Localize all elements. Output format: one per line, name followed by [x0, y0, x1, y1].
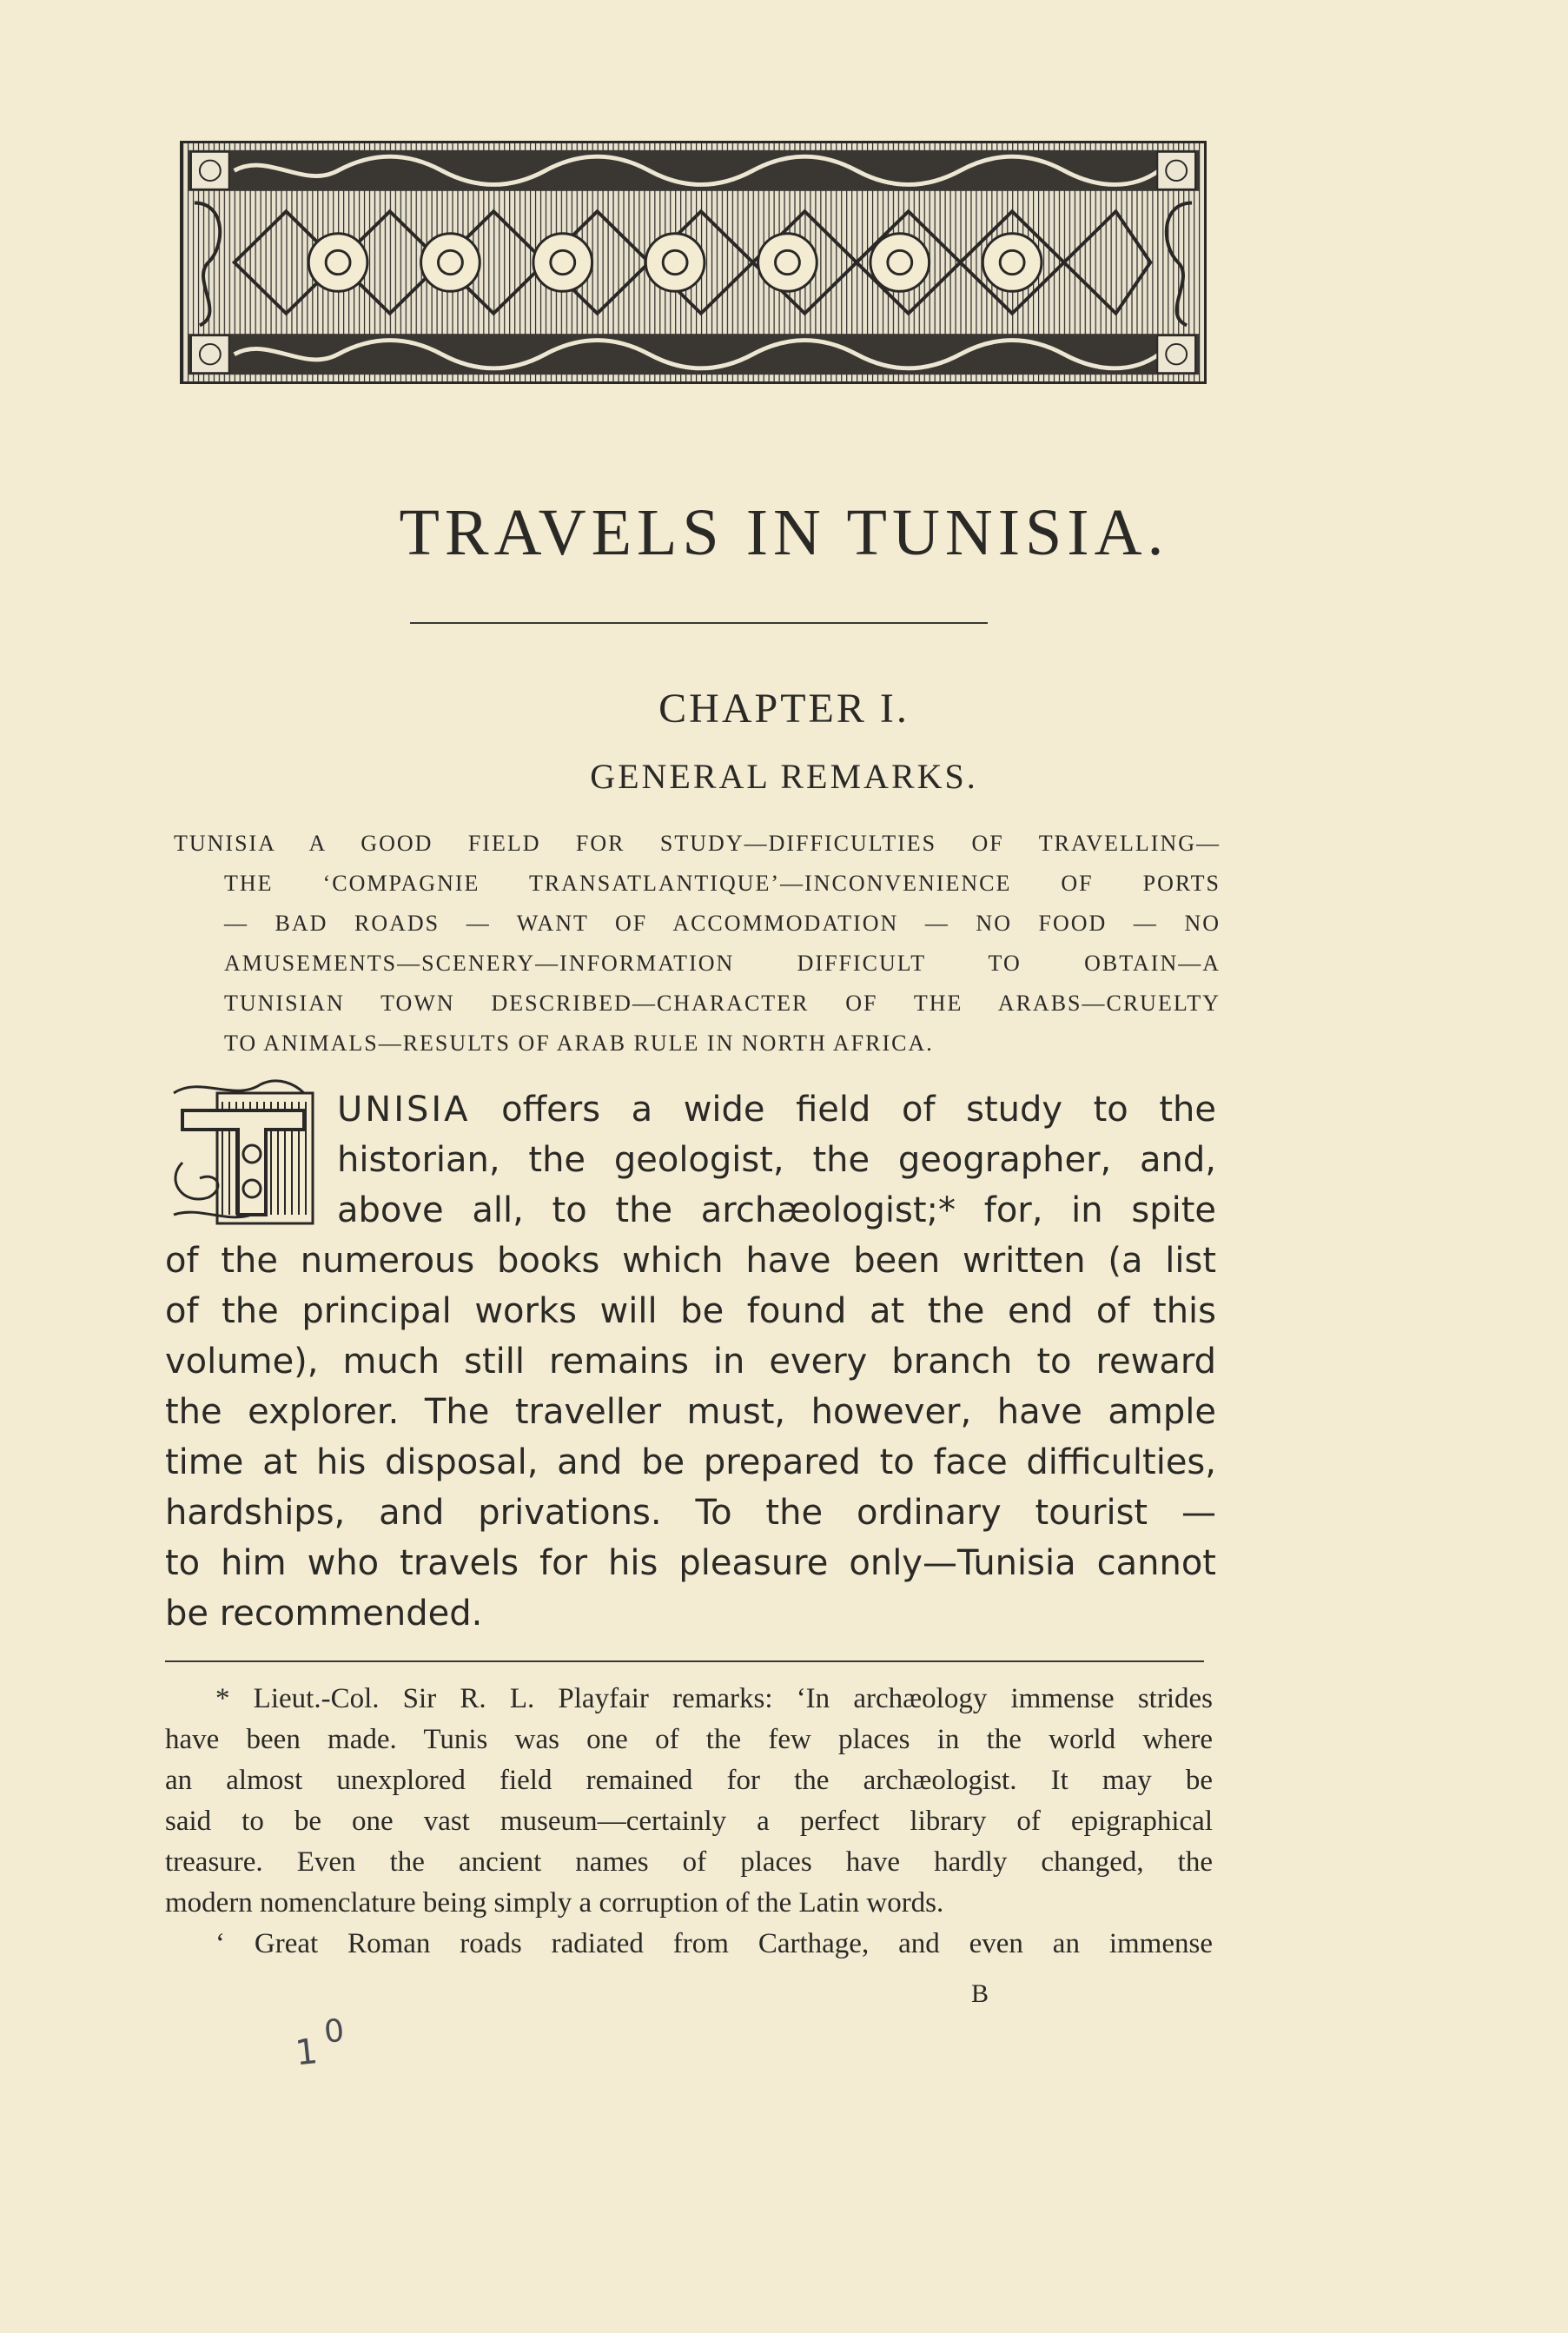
footnote [165, 1679, 1213, 1965]
signature-mark: B [971, 1979, 989, 2008]
body-line: the explorer. The traveller must, however, have ample [165, 1392, 1216, 1432]
chapter-number: CHAPTER I. [658, 686, 910, 732]
footnote-rule [165, 1660, 1204, 1662]
book-title: TRAVELS IN TUNISIA. [399, 496, 1169, 569]
body-line: hardships, and privations. To the ordinary tourist — [165, 1493, 1216, 1533]
body-line-rest: offers a wide field of study to the [470, 1090, 1216, 1130]
footnote-line: modern nomenclature being simply a corruption of the Latin words. [165, 1887, 944, 1919]
body-line: of the numerous books which have been written (a list [165, 1241, 1216, 1281]
body-line: time at his disposal, and be prepared to face difficulties, [165, 1442, 1216, 1482]
pencil-superscript: 0 [322, 2012, 347, 2051]
body-line: volume), much still remains in every branch to reward [165, 1342, 1216, 1382]
pencil-annotation [293, 2012, 347, 2074]
body-line: of the principal works will be found at the end of this [165, 1291, 1216, 1331]
ornamental-headpiece [180, 141, 1207, 384]
footnote-line: * Lieut.-Col. Sir R. L. Playfair remarks: ‘In archæology immense strides [215, 1683, 1213, 1714]
summary-line: TO ANIMALS—RESULTS OF ARAB RULE IN NORTH AFRICA. [224, 1031, 934, 1056]
summary-line: — BAD ROADS — WANT OF ACCOMMODATION — NO FOOD — NO [224, 911, 1221, 936]
body-paragraph [165, 1084, 1216, 1639]
lead-caps: UNISIA [337, 1090, 471, 1130]
chapter-summary [174, 824, 1221, 1064]
footnote-line: an almost unexplored field remained for the archæologist. It may be [165, 1765, 1213, 1796]
chapter-title: GENERAL REMARKS. [590, 757, 978, 796]
footnote-line: ‘ Great Roman roads radiated from Carthage, and even an immense [215, 1928, 1213, 1959]
body-line: historian, the geologist, the geographer, and, [337, 1140, 1216, 1180]
body-line: above all, to the archæologist;* for, in spite [337, 1190, 1216, 1230]
ornament-graphic [182, 143, 1204, 381]
summary-line: TUNISIAN TOWN DESCRIBED—CHARACTER OF THE ARABS—CRUELTY [224, 991, 1221, 1016]
summary-line: THE ‘COMPAGNIE TRANSATLANTIQUE’—INCONVENIENCE OF PORTS [224, 871, 1221, 896]
footnote-line: treasure. Even the ancient names of places have hardly changed, the [165, 1846, 1213, 1878]
summary-line: TUNISIA A GOOD FIELD FOR STUDY—DIFFICULTIES OF TRAVELLING— [174, 831, 1221, 856]
footnote-line: have been made. Tunis was one of the few places in the world where [165, 1724, 1213, 1755]
body-line: to him who travels for his pleasure only—Tunisia cannot [165, 1543, 1216, 1583]
title-rule [410, 622, 988, 624]
summary-line: AMUSEMENTS—SCENERY—INFORMATION DIFFICULT TO OBTAIN—A [224, 951, 1221, 976]
body-line [165, 1084, 1216, 1135]
footnote-line: said to be one vast museum—certainly a perfect library of epigraphical [165, 1806, 1213, 1837]
body-line: be recommended. [165, 1594, 483, 1634]
pencil-digit: 1 [293, 2031, 320, 2074]
